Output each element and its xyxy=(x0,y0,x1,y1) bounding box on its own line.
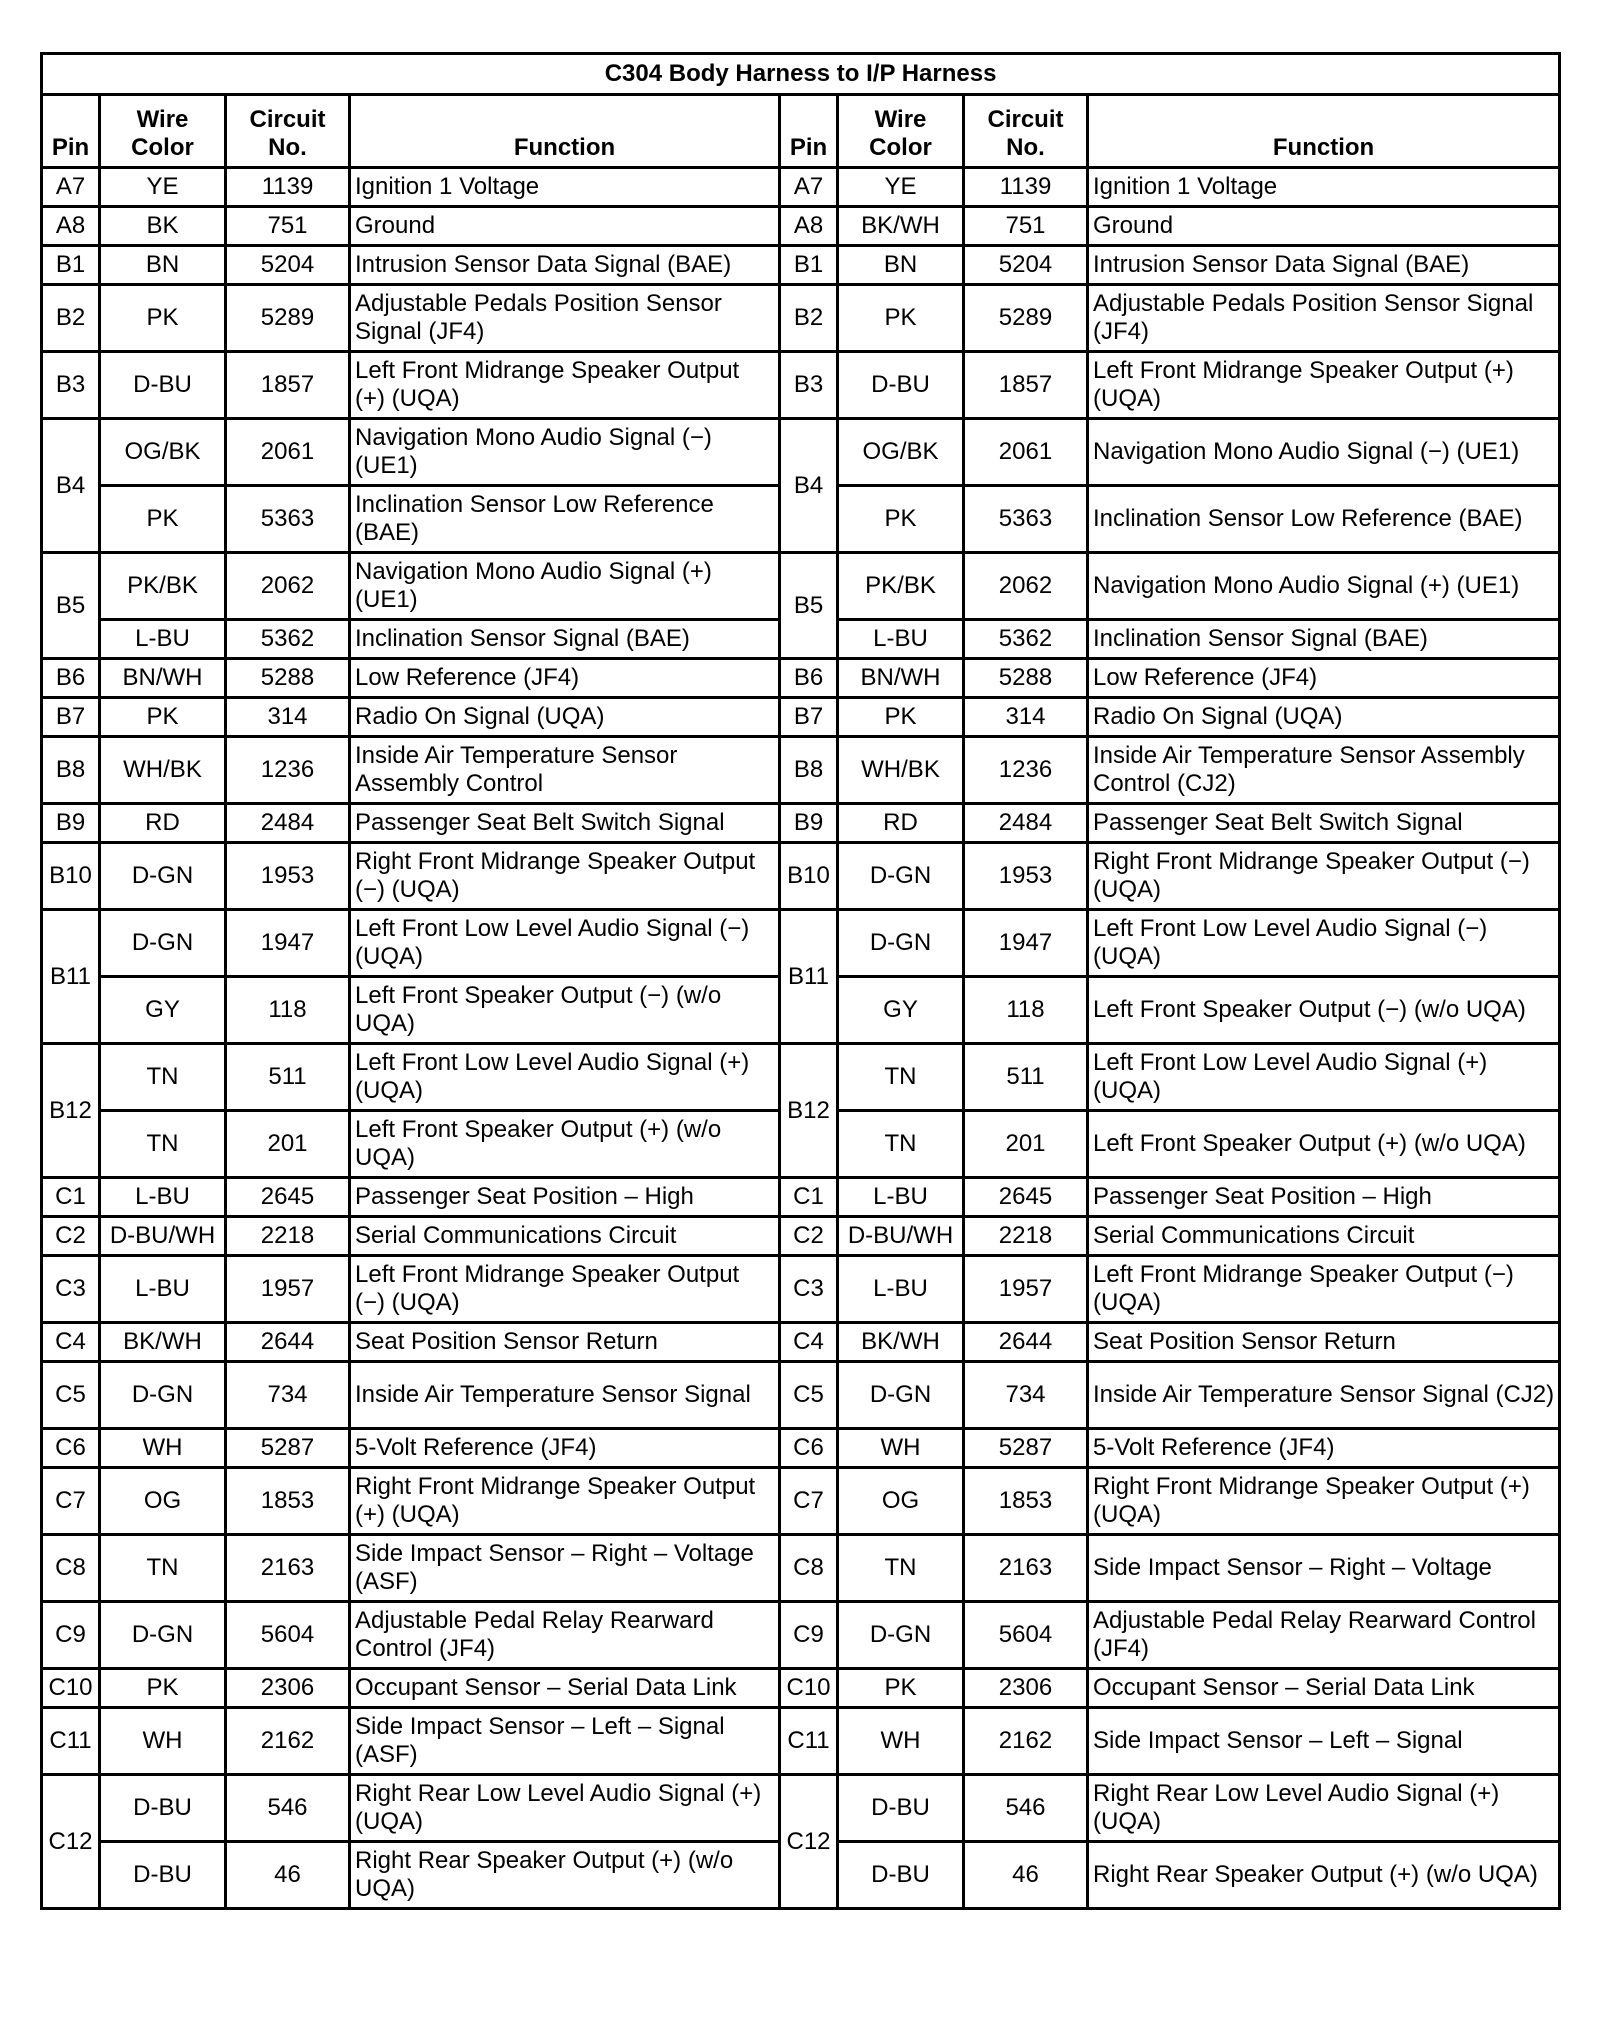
circuit-no-cell-right: 5363 xyxy=(964,486,1088,553)
table-row xyxy=(42,698,1560,737)
pin-cell-right: B12 xyxy=(780,1044,838,1178)
function-cell-right: Ignition 1 Voltage xyxy=(1088,168,1560,207)
circuit-no-cell-left: 5204 xyxy=(226,246,350,285)
function-cell-left: Radio On Signal (UQA) xyxy=(350,698,780,737)
circuit-no-cell-right: 5604 xyxy=(964,1602,1088,1669)
circuit-no-cell-left: 314 xyxy=(226,698,350,737)
circuit-no-cell-right: 5288 xyxy=(964,659,1088,698)
pin-cell-right: B10 xyxy=(780,843,838,910)
circuit-no-cell-right: 1139 xyxy=(964,168,1088,207)
table-title: C304 Body Harness to I/P Harness xyxy=(42,54,1560,95)
connector-table xyxy=(40,52,1561,1910)
circuit-no-cell-left: 734 xyxy=(226,1362,350,1429)
table-row xyxy=(42,246,1560,285)
pin-cell-right: B8 xyxy=(780,737,838,804)
function-cell-right: Inside Air Temperature Sensor Assembly Control (CJ2) xyxy=(1088,737,1560,804)
circuit-no-cell-left: 2162 xyxy=(226,1708,350,1775)
circuit-no-cell-left: 2163 xyxy=(226,1535,350,1602)
wire-color-cell-left: GY xyxy=(100,977,226,1044)
function-cell-left: Ignition 1 Voltage xyxy=(350,168,780,207)
table-row xyxy=(42,1256,1560,1323)
circuit-no-cell-right: 2163 xyxy=(964,1535,1088,1602)
table-row xyxy=(42,168,1560,207)
function-cell-left: Inside Air Temperature Sensor Signal xyxy=(350,1362,780,1429)
pin-cell-right: A8 xyxy=(780,207,838,246)
function-cell-right: Passenger Seat Position – High xyxy=(1088,1178,1560,1217)
pin-cell-left: C5 xyxy=(42,1362,100,1429)
wire-color-cell-right: D-BU xyxy=(838,1842,964,1909)
table-row xyxy=(42,207,1560,246)
function-cell-right: Right Rear Low Level Audio Signal (+) (UQA) xyxy=(1088,1775,1560,1842)
pin-cell-left: B8 xyxy=(42,737,100,804)
wire-color-cell-left: BK xyxy=(100,207,226,246)
wire-color-cell-right: RD xyxy=(838,804,964,843)
function-cell-left: Left Front Low Level Audio Signal (−) (UQA) xyxy=(350,910,780,977)
table-body xyxy=(42,168,1560,1909)
circuit-no-cell-left: 1947 xyxy=(226,910,350,977)
header-row xyxy=(42,95,1560,168)
circuit-no-cell-left: 546 xyxy=(226,1775,350,1842)
function-cell-right: Radio On Signal (UQA) xyxy=(1088,698,1560,737)
table-row xyxy=(42,804,1560,843)
function-cell-left: Right Front Midrange Speaker Output (+) (UQA) xyxy=(350,1468,780,1535)
function-cell-left: Inclination Sensor Signal (BAE) xyxy=(350,620,780,659)
circuit-no-cell-right: 5204 xyxy=(964,246,1088,285)
wire-color-cell-right: D-BU xyxy=(838,352,964,419)
wire-color-cell-right: TN xyxy=(838,1044,964,1111)
circuit-no-cell-right: 1857 xyxy=(964,352,1088,419)
function-cell-left: Left Front Midrange Speaker Output (−) (UQA) xyxy=(350,1256,780,1323)
circuit-no-cell-left: 1857 xyxy=(226,352,350,419)
pin-cell-right: C7 xyxy=(780,1468,838,1535)
wire-color-cell-left: WH xyxy=(100,1429,226,1468)
wire-color-cell-right: PK xyxy=(838,698,964,737)
function-cell-right: Ground xyxy=(1088,207,1560,246)
pin-cell-right: C5 xyxy=(780,1362,838,1429)
pin-cell-left: B10 xyxy=(42,843,100,910)
circuit-no-cell-right: 2306 xyxy=(964,1669,1088,1708)
wire-color-cell-right: OG/BK xyxy=(838,419,964,486)
pin-cell-right: B5 xyxy=(780,553,838,659)
pin-cell-left: B7 xyxy=(42,698,100,737)
pin-cell-right: B3 xyxy=(780,352,838,419)
wire-color-cell-left: RD xyxy=(100,804,226,843)
wire-color-cell-left: OG/BK xyxy=(100,419,226,486)
wire-color-cell-right: PK/BK xyxy=(838,553,964,620)
function-cell-left: Serial Communications Circuit xyxy=(350,1217,780,1256)
pin-cell-right: C11 xyxy=(780,1708,838,1775)
table-row xyxy=(42,419,1560,486)
function-cell-right: 5-Volt Reference (JF4) xyxy=(1088,1429,1560,1468)
circuit-no-cell-right: 5362 xyxy=(964,620,1088,659)
circuit-no-cell-right: 201 xyxy=(964,1111,1088,1178)
circuit-no-cell-right: 314 xyxy=(964,698,1088,737)
wire-color-cell-right: D-GN xyxy=(838,910,964,977)
circuit-no-cell-right: 546 xyxy=(964,1775,1088,1842)
wire-color-cell-right: BN/WH xyxy=(838,659,964,698)
table-row xyxy=(42,1323,1560,1362)
table-row xyxy=(42,659,1560,698)
wire-color-cell-right: BK/WH xyxy=(838,207,964,246)
circuit-no-cell-left: 751 xyxy=(226,207,350,246)
header-circuit-no-right: Circuit No. xyxy=(964,95,1088,168)
function-cell-left: Passenger Seat Position – High xyxy=(350,1178,780,1217)
wire-color-cell-left: D-GN xyxy=(100,1362,226,1429)
wire-color-cell-right: L-BU xyxy=(838,1256,964,1323)
pin-cell-left: C3 xyxy=(42,1256,100,1323)
function-cell-left: 5-Volt Reference (JF4) xyxy=(350,1429,780,1468)
wire-color-cell-right: OG xyxy=(838,1468,964,1535)
wire-color-cell-right: L-BU xyxy=(838,1178,964,1217)
circuit-no-cell-left: 118 xyxy=(226,977,350,1044)
pin-cell-left: B6 xyxy=(42,659,100,698)
circuit-no-cell-left: 2306 xyxy=(226,1669,350,1708)
function-cell-right: Side Impact Sensor – Right – Voltage xyxy=(1088,1535,1560,1602)
circuit-no-cell-right: 46 xyxy=(964,1842,1088,1909)
function-cell-right: Inclination Sensor Low Reference (BAE) xyxy=(1088,486,1560,553)
circuit-no-cell-left: 2218 xyxy=(226,1217,350,1256)
circuit-no-cell-left: 5363 xyxy=(226,486,350,553)
function-cell-right: Inclination Sensor Signal (BAE) xyxy=(1088,620,1560,659)
circuit-no-cell-left: 2645 xyxy=(226,1178,350,1217)
table-row xyxy=(42,1217,1560,1256)
pin-cell-left: A8 xyxy=(42,207,100,246)
wire-color-cell-left: TN xyxy=(100,1535,226,1602)
wire-color-cell-left: D-GN xyxy=(100,1602,226,1669)
function-cell-left: Seat Position Sensor Return xyxy=(350,1323,780,1362)
table-row xyxy=(42,910,1560,977)
function-cell-right: Right Front Midrange Speaker Output (−) (UQA) xyxy=(1088,843,1560,910)
pin-cell-right: B7 xyxy=(780,698,838,737)
pin-cell-left: C4 xyxy=(42,1323,100,1362)
circuit-no-cell-right: 5289 xyxy=(964,285,1088,352)
pin-cell-left: C9 xyxy=(42,1602,100,1669)
circuit-no-cell-right: 1236 xyxy=(964,737,1088,804)
circuit-no-cell-right: 5287 xyxy=(964,1429,1088,1468)
wire-color-cell-right: WH/BK xyxy=(838,737,964,804)
wire-color-cell-right: PK xyxy=(838,486,964,553)
wire-color-cell-right: BN xyxy=(838,246,964,285)
function-cell-left: Side Impact Sensor – Left – Signal (ASF) xyxy=(350,1708,780,1775)
function-cell-right: Left Front Midrange Speaker Output (−) (UQA) xyxy=(1088,1256,1560,1323)
pin-cell-left: B1 xyxy=(42,246,100,285)
wire-color-cell-right: TN xyxy=(838,1535,964,1602)
function-cell-left: Inside Air Temperature Sensor Assembly Control xyxy=(350,737,780,804)
function-cell-left: Right Rear Low Level Audio Signal (+) (UQA) xyxy=(350,1775,780,1842)
pin-cell-right: B9 xyxy=(780,804,838,843)
wire-color-cell-right: D-BU/WH xyxy=(838,1217,964,1256)
function-cell-right: Left Front Speaker Output (−) (w/o UQA) xyxy=(1088,977,1560,1044)
table-row xyxy=(42,1178,1560,1217)
header-function-right: Function xyxy=(1088,95,1560,168)
circuit-no-cell-right: 2061 xyxy=(964,419,1088,486)
function-cell-left: Right Front Midrange Speaker Output (−) (UQA) xyxy=(350,843,780,910)
function-cell-left: Low Reference (JF4) xyxy=(350,659,780,698)
wire-color-cell-left: BK/WH xyxy=(100,1323,226,1362)
pin-cell-left: C6 xyxy=(42,1429,100,1468)
pin-cell-right: B11 xyxy=(780,910,838,1044)
pin-cell-right: C8 xyxy=(780,1535,838,1602)
circuit-no-cell-right: 2062 xyxy=(964,553,1088,620)
circuit-no-cell-right: 751 xyxy=(964,207,1088,246)
circuit-no-cell-left: 201 xyxy=(226,1111,350,1178)
wire-color-cell-right: D-GN xyxy=(838,1362,964,1429)
function-cell-right: Left Front Low Level Audio Signal (−) (UQA) xyxy=(1088,910,1560,977)
circuit-no-cell-left: 1953 xyxy=(226,843,350,910)
circuit-no-cell-left: 46 xyxy=(226,1842,350,1909)
pin-cell-left: B2 xyxy=(42,285,100,352)
circuit-no-cell-left: 2484 xyxy=(226,804,350,843)
function-cell-left: Inclination Sensor Low Reference (BAE) xyxy=(350,486,780,553)
function-cell-left: Navigation Mono Audio Signal (+) (UE1) xyxy=(350,553,780,620)
function-cell-right: Navigation Mono Audio Signal (−) (UE1) xyxy=(1088,419,1560,486)
header-wire-color-right: Wire Color xyxy=(838,95,964,168)
circuit-no-cell-right: 2644 xyxy=(964,1323,1088,1362)
wire-color-cell-right: WH xyxy=(838,1708,964,1775)
pin-cell-right: C3 xyxy=(780,1256,838,1323)
wire-color-cell-left: TN xyxy=(100,1111,226,1178)
wire-color-cell-left: TN xyxy=(100,1044,226,1111)
circuit-no-cell-right: 1953 xyxy=(964,843,1088,910)
circuit-no-cell-left: 2644 xyxy=(226,1323,350,1362)
wire-color-cell-left: D-BU xyxy=(100,1775,226,1842)
function-cell-left: Navigation Mono Audio Signal (−) (UE1) xyxy=(350,419,780,486)
pin-cell-left: C1 xyxy=(42,1178,100,1217)
table-row xyxy=(42,285,1560,352)
wire-color-cell-left: L-BU xyxy=(100,620,226,659)
header-pin-left: Pin xyxy=(42,95,100,168)
wire-color-cell-right: L-BU xyxy=(838,620,964,659)
wire-color-cell-right: D-GN xyxy=(838,1602,964,1669)
function-cell-left: Right Rear Speaker Output (+) (w/o UQA) xyxy=(350,1842,780,1909)
circuit-no-cell-left: 1853 xyxy=(226,1468,350,1535)
wire-color-cell-left: L-BU xyxy=(100,1178,226,1217)
pin-cell-right: C9 xyxy=(780,1602,838,1669)
wire-color-cell-right: PK xyxy=(838,285,964,352)
circuit-no-cell-left: 5289 xyxy=(226,285,350,352)
table-row xyxy=(42,553,1560,620)
circuit-no-cell-left: 5362 xyxy=(226,620,350,659)
pin-cell-left: B9 xyxy=(42,804,100,843)
wire-color-cell-right: YE xyxy=(838,168,964,207)
circuit-no-cell-left: 1236 xyxy=(226,737,350,804)
function-cell-right: Left Front Low Level Audio Signal (+) (UQA) xyxy=(1088,1044,1560,1111)
pin-cell-right: C2 xyxy=(780,1217,838,1256)
pin-cell-left: A7 xyxy=(42,168,100,207)
circuit-no-cell-right: 2484 xyxy=(964,804,1088,843)
circuit-no-cell-left: 5288 xyxy=(226,659,350,698)
pin-cell-left: C11 xyxy=(42,1708,100,1775)
circuit-no-cell-left: 511 xyxy=(226,1044,350,1111)
table-row xyxy=(42,352,1560,419)
wire-color-cell-right: TN xyxy=(838,1111,964,1178)
pin-cell-left: B11 xyxy=(42,910,100,1044)
table-row xyxy=(42,1669,1560,1708)
header-wire-color-left: Wire Color xyxy=(100,95,226,168)
circuit-no-cell-left: 1957 xyxy=(226,1256,350,1323)
pin-cell-right: C1 xyxy=(780,1178,838,1217)
wire-color-cell-left: BN/WH xyxy=(100,659,226,698)
function-cell-left: Occupant Sensor – Serial Data Link xyxy=(350,1669,780,1708)
table-row xyxy=(42,1602,1560,1669)
header-circuit-no-left: Circuit No. xyxy=(226,95,350,168)
function-cell-right: Occupant Sensor – Serial Data Link xyxy=(1088,1669,1560,1708)
circuit-no-cell-left: 5604 xyxy=(226,1602,350,1669)
pin-cell-right: B1 xyxy=(780,246,838,285)
wire-color-cell-left: PK xyxy=(100,1669,226,1708)
header-function-left: Function xyxy=(350,95,780,168)
pin-cell-left: C10 xyxy=(42,1669,100,1708)
pin-cell-left: B4 xyxy=(42,419,100,553)
wire-color-cell-left: L-BU xyxy=(100,1256,226,1323)
function-cell-right: Left Front Speaker Output (+) (w/o UQA) xyxy=(1088,1111,1560,1178)
wire-color-cell-left: D-BU/WH xyxy=(100,1217,226,1256)
pin-cell-left: C8 xyxy=(42,1535,100,1602)
function-cell-left: Left Front Speaker Output (−) (w/o UQA) xyxy=(350,977,780,1044)
circuit-no-cell-left: 1139 xyxy=(226,168,350,207)
table-row xyxy=(42,737,1560,804)
circuit-no-cell-right: 1957 xyxy=(964,1256,1088,1323)
circuit-no-cell-left: 2062 xyxy=(226,553,350,620)
wire-color-cell-left: D-GN xyxy=(100,843,226,910)
function-cell-right: Right Front Midrange Speaker Output (+) (UQA) xyxy=(1088,1468,1560,1535)
wire-color-cell-left: YE xyxy=(100,168,226,207)
wire-color-cell-left: D-GN xyxy=(100,910,226,977)
table-row xyxy=(42,1535,1560,1602)
function-cell-left: Adjustable Pedal Relay Rearward Control (JF4) xyxy=(350,1602,780,1669)
pin-cell-right: C4 xyxy=(780,1323,838,1362)
function-cell-right: Intrusion Sensor Data Signal (BAE) xyxy=(1088,246,1560,285)
pin-cell-right: B2 xyxy=(780,285,838,352)
table-row xyxy=(42,1775,1560,1842)
circuit-no-cell-right: 1947 xyxy=(964,910,1088,977)
function-cell-left: Side Impact Sensor – Right – Voltage (ASF) xyxy=(350,1535,780,1602)
circuit-no-cell-right: 2162 xyxy=(964,1708,1088,1775)
circuit-no-cell-right: 118 xyxy=(964,977,1088,1044)
function-cell-right: Left Front Midrange Speaker Output (+) (UQA) xyxy=(1088,352,1560,419)
pin-cell-right: C6 xyxy=(780,1429,838,1468)
circuit-no-cell-right: 2645 xyxy=(964,1178,1088,1217)
header-pin-right: Pin xyxy=(780,95,838,168)
circuit-no-cell-right: 734 xyxy=(964,1362,1088,1429)
function-cell-right: Adjustable Pedal Relay Rearward Control (JF4) xyxy=(1088,1602,1560,1669)
wire-color-cell-right: GY xyxy=(838,977,964,1044)
wire-color-cell-right: D-BU xyxy=(838,1775,964,1842)
wire-color-cell-right: WH xyxy=(838,1429,964,1468)
circuit-no-cell-right: 2218 xyxy=(964,1217,1088,1256)
pin-cell-right: C12 xyxy=(780,1775,838,1909)
function-cell-left: Passenger Seat Belt Switch Signal xyxy=(350,804,780,843)
pin-cell-left: B3 xyxy=(42,352,100,419)
function-cell-right: Seat Position Sensor Return xyxy=(1088,1323,1560,1362)
function-cell-right: Passenger Seat Belt Switch Signal xyxy=(1088,804,1560,843)
wire-color-cell-left: PK xyxy=(100,698,226,737)
wire-color-cell-right: D-GN xyxy=(838,843,964,910)
function-cell-right: Serial Communications Circuit xyxy=(1088,1217,1560,1256)
wire-color-cell-right: PK xyxy=(838,1669,964,1708)
table-row xyxy=(42,1468,1560,1535)
function-cell-left: Adjustable Pedals Position Sensor Signal (JF4) xyxy=(350,285,780,352)
pin-cell-left: C12 xyxy=(42,1775,100,1909)
function-cell-left: Left Front Midrange Speaker Output (+) (UQA) xyxy=(350,352,780,419)
table-row xyxy=(42,1429,1560,1468)
function-cell-right: Right Rear Speaker Output (+) (w/o UQA) xyxy=(1088,1842,1560,1909)
pin-cell-right: C10 xyxy=(780,1669,838,1708)
pin-cell-left: B12 xyxy=(42,1044,100,1178)
table-row xyxy=(42,1708,1560,1775)
pin-cell-right: A7 xyxy=(780,168,838,207)
circuit-no-cell-left: 2061 xyxy=(226,419,350,486)
pin-cell-left: B5 xyxy=(42,553,100,659)
wire-color-cell-left: D-BU xyxy=(100,352,226,419)
function-cell-left: Intrusion Sensor Data Signal (BAE) xyxy=(350,246,780,285)
circuit-no-cell-left: 5287 xyxy=(226,1429,350,1468)
table-row xyxy=(42,843,1560,910)
wire-color-cell-left: WH/BK xyxy=(100,737,226,804)
circuit-no-cell-right: 511 xyxy=(964,1044,1088,1111)
wire-color-cell-right: BK/WH xyxy=(838,1323,964,1362)
function-cell-left: Ground xyxy=(350,207,780,246)
wire-color-cell-left: BN xyxy=(100,246,226,285)
function-cell-left: Left Front Low Level Audio Signal (+) (UQA) xyxy=(350,1044,780,1111)
function-cell-right: Inside Air Temperature Sensor Signal (CJ2) xyxy=(1088,1362,1560,1429)
wire-color-cell-left: PK xyxy=(100,285,226,352)
wire-color-cell-left: OG xyxy=(100,1468,226,1535)
table-row xyxy=(42,1044,1560,1111)
pin-cell-left: C2 xyxy=(42,1217,100,1256)
wire-color-cell-left: WH xyxy=(100,1708,226,1775)
function-cell-left: Left Front Speaker Output (+) (w/o UQA) xyxy=(350,1111,780,1178)
pin-cell-right: B6 xyxy=(780,659,838,698)
wire-color-cell-left: PK xyxy=(100,486,226,553)
function-cell-right: Low Reference (JF4) xyxy=(1088,659,1560,698)
pin-cell-right: B4 xyxy=(780,419,838,553)
function-cell-right: Navigation Mono Audio Signal (+) (UE1) xyxy=(1088,553,1560,620)
function-cell-right: Side Impact Sensor – Left – Signal xyxy=(1088,1708,1560,1775)
wire-color-cell-left: D-BU xyxy=(100,1842,226,1909)
function-cell-right: Adjustable Pedals Position Sensor Signal (JF4) xyxy=(1088,285,1560,352)
circuit-no-cell-right: 1853 xyxy=(964,1468,1088,1535)
table-row xyxy=(42,1362,1560,1429)
pin-cell-left: C7 xyxy=(42,1468,100,1535)
wire-color-cell-left: PK/BK xyxy=(100,553,226,620)
